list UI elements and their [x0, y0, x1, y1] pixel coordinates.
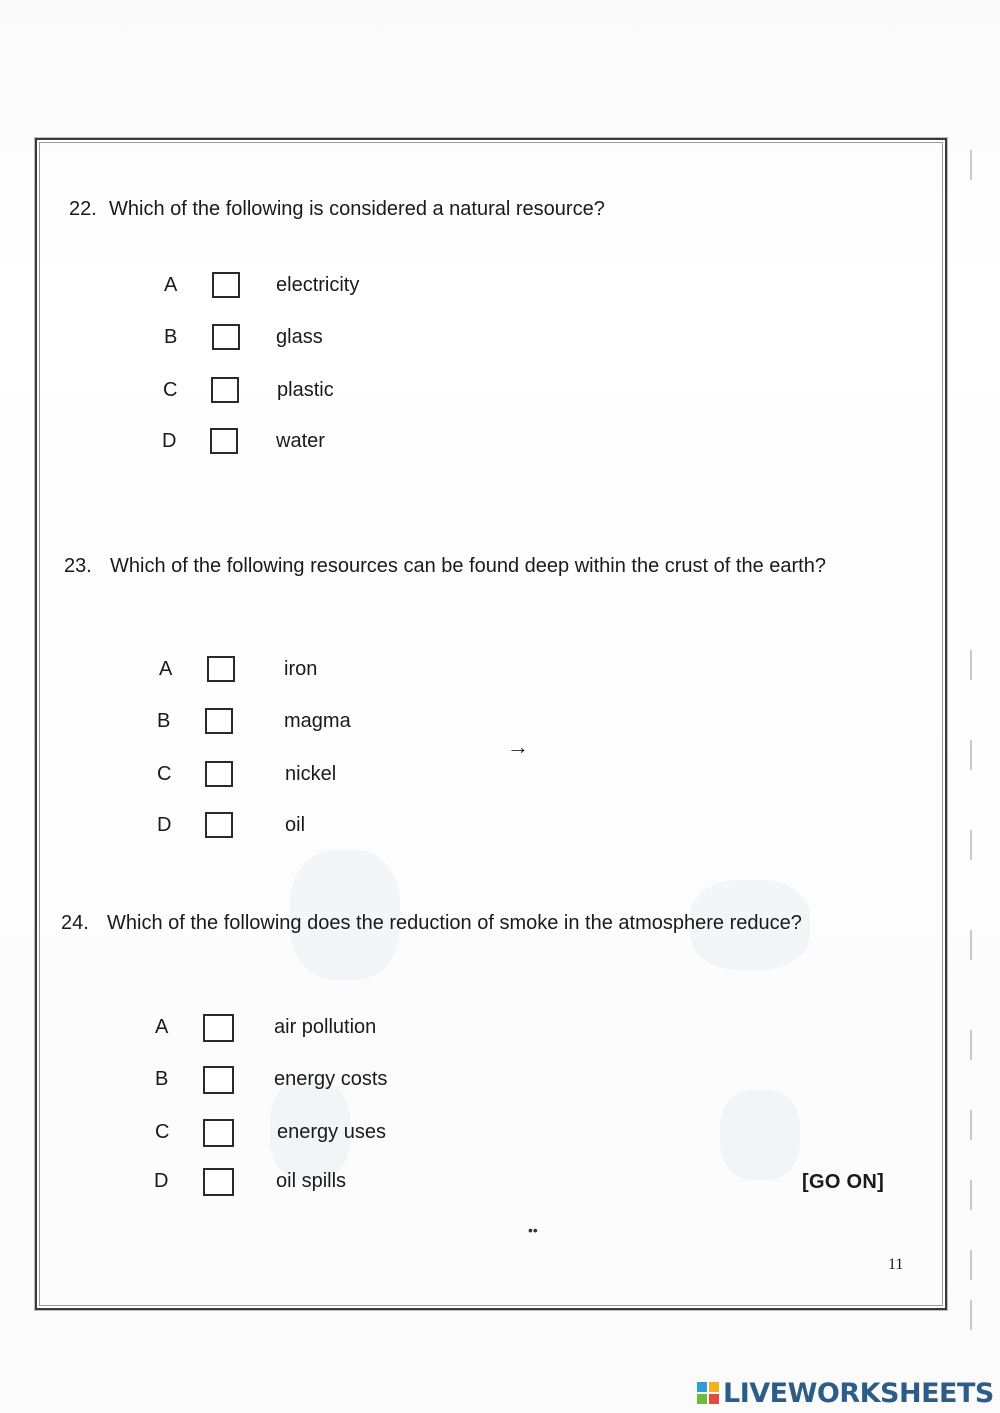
question-text: Which of the following does the reduction of smoke in the atmosphere reduce?: [107, 912, 802, 934]
answer-checkbox[interactable]: [210, 428, 238, 454]
option-text: nickel: [285, 763, 337, 785]
question-24: [61, 910, 921, 966]
go-on-label: [GO ON]: [802, 1171, 885, 1193]
question-number: 22.: [69, 198, 97, 220]
option-letter: A: [164, 274, 178, 296]
binding-edge-marks: [962, 150, 982, 1330]
stray-dots: ••: [528, 1222, 538, 1238]
answer-checkbox[interactable]: [203, 1014, 234, 1042]
option-letter: B: [155, 1068, 169, 1090]
option-letter: A: [159, 658, 173, 680]
option-text: oil spills: [276, 1170, 347, 1192]
page-number: 11: [888, 1256, 904, 1273]
question-number: 23.: [64, 555, 92, 577]
answer-checkbox[interactable]: [203, 1066, 234, 1094]
option-letter: C: [163, 379, 178, 401]
option-letter: B: [157, 710, 171, 732]
option-letter: D: [154, 1170, 169, 1192]
option-letter: C: [155, 1121, 170, 1143]
option-letter: C: [157, 763, 172, 785]
answer-checkbox[interactable]: [212, 272, 240, 298]
question-text: Which of the following is considered a natural resource?: [109, 198, 605, 220]
watermark-text: LIVEWORKSHEETS: [723, 1377, 994, 1409]
answer-checkbox[interactable]: [212, 324, 240, 350]
option-text: plastic: [277, 379, 334, 401]
option-letter: D: [157, 814, 172, 836]
question-number: 24.: [61, 912, 89, 934]
answer-checkbox[interactable]: [205, 812, 233, 838]
option-text: electricity: [276, 274, 360, 296]
watermark: [697, 1378, 994, 1408]
answer-checkbox[interactable]: [205, 761, 233, 787]
option-text: air pollution: [274, 1016, 377, 1038]
liveworksheets-logo-icon: [697, 1382, 719, 1404]
option-letter: A: [155, 1016, 169, 1038]
option-text: energy uses: [277, 1121, 386, 1143]
option-text: magma: [284, 710, 351, 732]
option-text: iron: [284, 658, 318, 680]
answer-checkbox[interactable]: [211, 377, 239, 403]
option-text: oil: [285, 814, 306, 836]
answer-checkbox[interactable]: [207, 656, 235, 682]
option-letter: D: [162, 430, 177, 452]
question-23: [64, 553, 924, 609]
question-22: [69, 196, 929, 226]
option-letter: B: [164, 326, 178, 348]
answer-checkbox[interactable]: [205, 708, 233, 734]
stray-pen-mark: →: [507, 734, 529, 759]
answer-checkbox[interactable]: [203, 1119, 234, 1147]
answer-checkbox[interactable]: [203, 1168, 234, 1196]
option-text: energy costs: [274, 1068, 388, 1090]
question-text: Which of the following resources can be found deep within the crust of the earth?: [110, 555, 826, 577]
option-text: glass: [276, 326, 323, 348]
option-text: water: [276, 430, 325, 452]
